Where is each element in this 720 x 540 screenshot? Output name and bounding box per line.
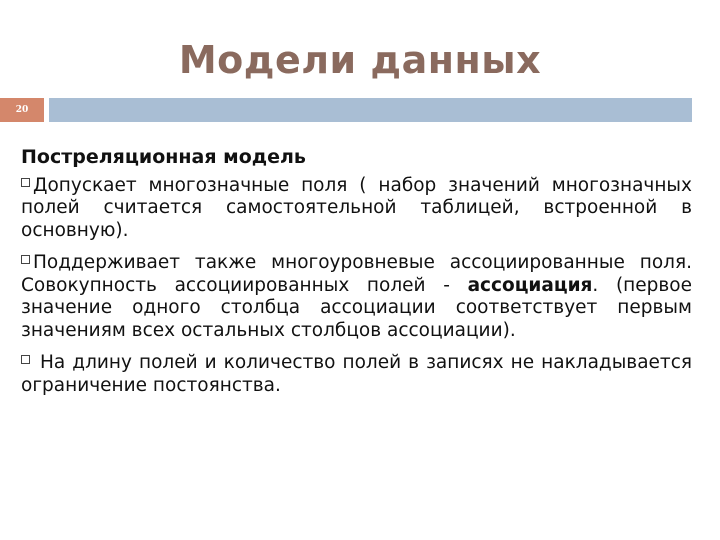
slide-body xyxy=(21,146,692,407)
square-bullet-icon xyxy=(21,355,30,364)
slide-number: 20 xyxy=(0,98,44,122)
square-bullet-icon xyxy=(21,255,30,264)
bullet-item-1 xyxy=(21,175,692,243)
bullet-2-text-end: . (первое значение одного столбца ассоциации соответствует первым значениям всех остальных столбцов ассоциации). xyxy=(21,274,692,341)
bullet-1-text: Допускает многозначные поля ( набор значений многозначных полей считается самостоятельной таблицей, встроенной в основную). xyxy=(21,174,692,241)
slide-title: Модели данных xyxy=(178,38,542,82)
title-divider-bar xyxy=(49,98,692,122)
bullet-item-2 xyxy=(21,252,692,342)
section-heading: Постреляционная модель xyxy=(21,146,306,168)
bullet-2-text-start: Поддерживает также многоуровневые ассоциированные поля. Совокупность ассоциированных полей - xyxy=(21,252,692,296)
bullet-2-keyword: ассоциация xyxy=(467,274,593,296)
square-bullet-icon xyxy=(21,178,30,187)
bullet-item-3 xyxy=(21,352,692,397)
bullet-3-text: На длину полей и количество полей в записях не накладывается ограничение постоянства. xyxy=(21,352,692,396)
